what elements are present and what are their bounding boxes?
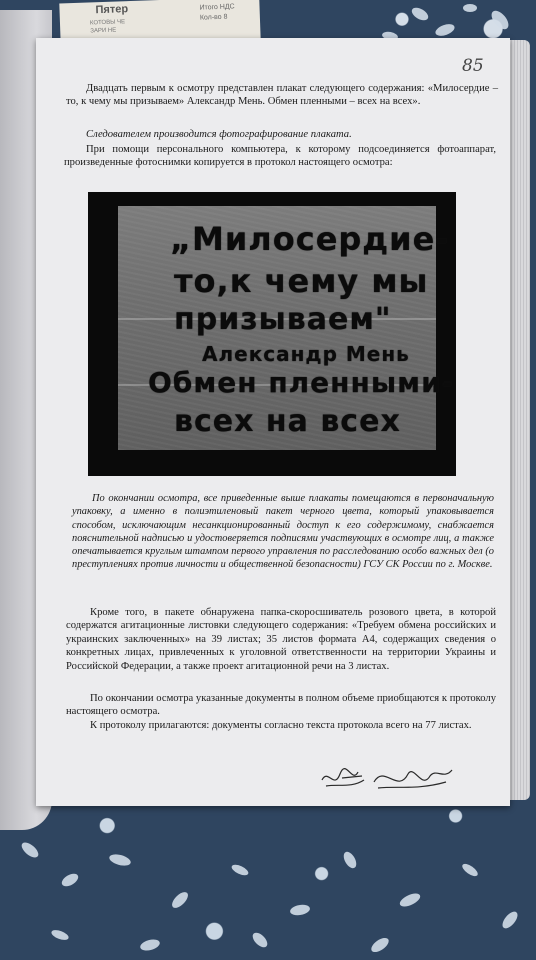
poster-line-1: „Милосердие- — [170, 220, 450, 258]
poster-line-6: всех на всех — [174, 404, 401, 439]
poster-photo — [88, 192, 456, 476]
receipt-line: ЗАРИ НЕ — [90, 27, 117, 35]
paragraph-packaging: По окончании осмотра, все приведенные выше плакаты помещаются в первоначальную упаковку, а именно в полиэтиленовый пакет черного цвета, который упаковывается способом, исключающим несанкционированный доступ к его содержимому, снабжается пояснительной надписью и удостоверяется подписями участвующих в осмотре лиц, а также опечатывается круглым штампом первого управления по расследованию особо важных дел (о преступлениях против личности и общественной безопасности) ГСУ СК России по г. Москве. — [72, 493, 494, 571]
page-number: 85 — [462, 56, 484, 76]
poster-line-4: Александр Мень — [202, 342, 410, 366]
receipt-right-line: Кол-во 8 — [199, 13, 228, 22]
signatures — [318, 760, 458, 800]
receipt-right-line: Итого НДС — [199, 3, 235, 12]
receipt-line: КОТОВЫ ЧЕ — [89, 19, 126, 27]
poster-sheet — [118, 206, 455, 450]
paragraph-attachments: К протоколу прилагаются: документы согласно текста протокола всего на 77 листах. — [90, 720, 472, 731]
paragraph-poster-intro: Двадцать первым к осмотру представлен плакат следующего содержания: «Милосердие – то, к чему мы призываем» Александр Мень. Обмен пленными – всех на всех». — [66, 83, 498, 108]
poster-line-2: то,к чему мы — [174, 262, 429, 300]
paragraph-photographing: Следователем производится фотографирование плаката. — [86, 129, 352, 140]
paragraph-folder: Кроме того, в пакете обнаружена папка-скоросшиватель розового цвета, в которой содержатся агитационные листовки следующего содержания: «Требуем обмена российских и украинских заключенных» на 39 листах; 35 листов формата А4, содержащих сведения о конкретных лицах, привлеченных к уголовной ответственности на территории Украины и Российской Федерации, а также проект агитационной речи на 3 листах. — [66, 607, 496, 672]
paragraph-documents: По окончании осмотра указанные документы в полном объеме приобщаются к протоколу настоящего осмотра. — [66, 693, 496, 718]
paragraph-computer: При помощи персонального компьютера, к которому подсоединяется фотоаппарат, произведенные фотоснимки копируется в протокол настоящего осмотра: — [64, 144, 496, 169]
receipt-logo: Пятер — [95, 3, 129, 17]
poster-line-3: призываем" — [174, 302, 392, 337]
poster-line-5: Обмен пленными- — [148, 366, 455, 399]
